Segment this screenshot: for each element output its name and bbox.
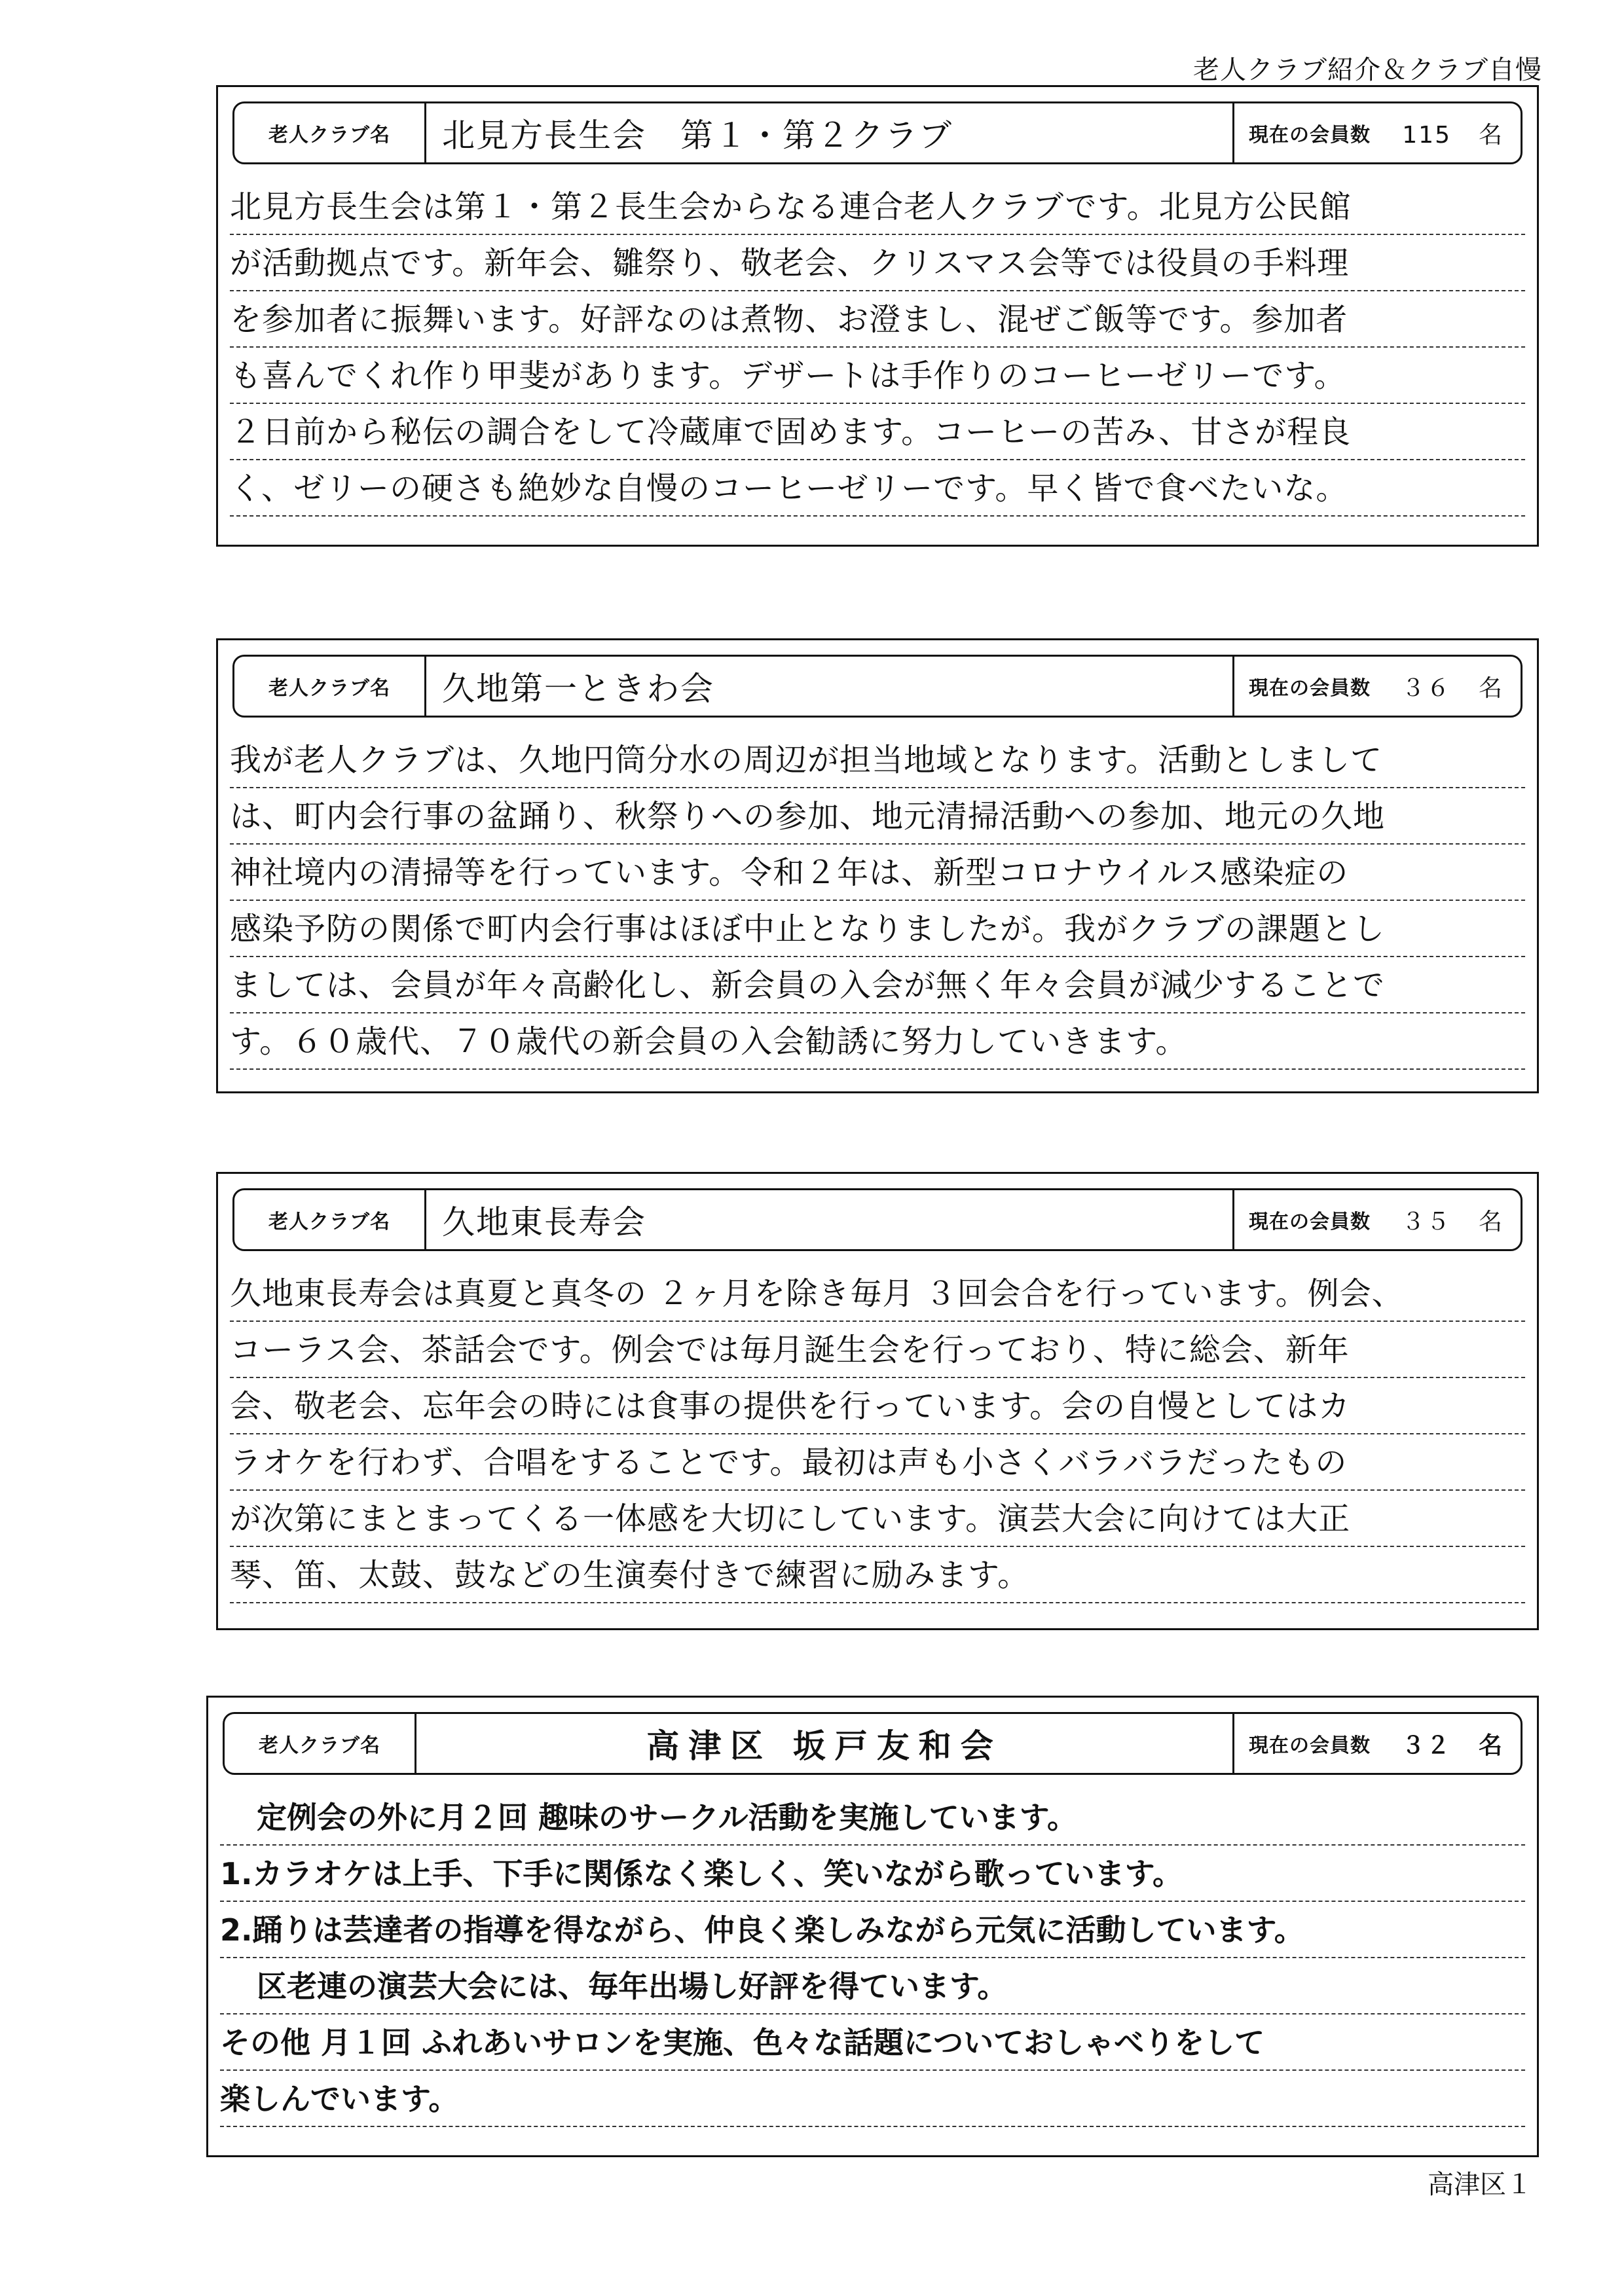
member-count-label: 現在の会員数: [1249, 1211, 1371, 1233]
description-line: す。６０歳代、７０歳代の新会員の入会勧誘に努力していきます。: [230, 1013, 1525, 1070]
club-name-label: 老人クラブ名: [234, 1190, 426, 1249]
member-count-unit: 名: [1478, 121, 1504, 149]
description-line: を参加者に振舞います。好評なのは煮物、お澄まし、混ぜご飯等です。参加者: [230, 291, 1525, 348]
club-name: 久地東長寿会: [442, 1203, 646, 1241]
page-footer: 高津区１: [1428, 2170, 1532, 2200]
member-count-label: 現在の会員数: [1249, 1734, 1371, 1757]
member-count: [1232, 103, 1521, 162]
club-name: 北見方長生会 第１・第２クラブ: [442, 117, 953, 155]
club-header: [232, 101, 1522, 164]
club-header: [223, 1712, 1522, 1775]
description-line: 1.カラオケは上手、下手に関係なく楽しく、笑いながら歌っています。: [220, 1846, 1525, 1902]
member-count-value: ３２: [1401, 1732, 1451, 1759]
description-line: その他 月１回 ふれあいサロンを実施、色々な話題についておしゃべりをして: [220, 2014, 1525, 2071]
description-line: ましては、会員が年々高齢化し、新会員の入会が無く年々会員が減少することで: [230, 957, 1525, 1013]
club-name: 高津区 坂戸友和会: [646, 1727, 1003, 1765]
description-line: コーラス会、茶話会です。例会では毎月誕生会を行っており、特に総会、新年: [230, 1322, 1525, 1378]
member-count: [1232, 657, 1521, 716]
member-count-label: 現在の会員数: [1249, 677, 1371, 700]
description-line: は、町内会行事の盆踊り、秋祭りへの参加、地元清掃活動への参加、地元の久地: [230, 788, 1525, 845]
club-description: [230, 732, 1525, 1070]
description-line: 北見方長生会は第１・第２長生会からなる連合老人クラブです。北見方公民館: [230, 179, 1525, 235]
club-name-label: 老人クラブ名: [225, 1714, 416, 1773]
member-count-unit: 名: [1478, 1208, 1504, 1235]
description-line: が活動拠点です。新年会、雛祭り、敬老会、クリスマス会等では役員の手料理: [230, 235, 1525, 291]
club-header: [232, 655, 1522, 718]
description-line: 久地東長寿会は真夏と真冬の ２ヶ月を除き毎月 ３回会合を行っています。例会、: [230, 1266, 1525, 1322]
description-line: ２日前から秘伝の調合をして冷蔵庫で固めます。コーヒーの苦み、甘さが程良: [230, 404, 1525, 460]
club-name: 久地第一ときわ会: [442, 670, 714, 708]
club-card-sakado-yuwakai: [206, 1696, 1539, 2157]
description-line: く、ゼリーの硬さも絶妙な自慢のコーヒーゼリーです。早く皆で食べたいな。: [230, 460, 1525, 517]
page-header: 老人クラブ紹介＆クラブ自慢: [1193, 55, 1542, 85]
club-header: [232, 1188, 1522, 1251]
club-card-kuji-higashi-chojukai: [216, 1172, 1539, 1630]
member-count-value: ３５: [1401, 1208, 1451, 1235]
club-name-label: 老人クラブ名: [234, 103, 426, 162]
description-line: も喜んでくれ作り甲斐があります。デザートは手作りのコーヒーゼリーです。: [230, 348, 1525, 404]
description-line: ラオケを行わず、合唱をすることです。最初は声も小さくバラバラだったもの: [230, 1434, 1525, 1491]
description-line: 区老連の演芸大会には、毎年出場し好評を得ています。: [220, 1958, 1525, 2014]
member-count: [1232, 1714, 1521, 1773]
member-count-unit: 名: [1478, 1732, 1504, 1759]
member-count-unit: 名: [1478, 674, 1504, 702]
description-line: 楽しんでいます。: [220, 2071, 1525, 2127]
member-count-value: ３６: [1401, 674, 1451, 702]
member-count: [1232, 1190, 1521, 1249]
description-line: 定例会の外に月２回 趣味のサークル活動を実施しています。: [220, 1789, 1525, 1846]
club-description: [230, 179, 1525, 517]
description-line: が次第にまとまってくる一体感を大切にしています。演芸大会に向けては大正: [230, 1491, 1525, 1547]
member-count-label: 現在の会員数: [1249, 124, 1371, 147]
club-description: [220, 1789, 1525, 2127]
club-description: [230, 1266, 1525, 1603]
description-line: 我が老人クラブは、久地円筒分水の周辺が担当地域となります。活動としまして: [230, 732, 1525, 788]
club-card-kitamikata: [216, 85, 1539, 547]
member-count-value: 115: [1402, 121, 1451, 149]
description-line: 琴、笛、太鼓、鼓などの生演奏付きで練習に励みます。: [230, 1547, 1525, 1603]
description-line: 会、敬老会、忘年会の時には食事の提供を行っています。会の自慢としてはカ: [230, 1378, 1525, 1434]
description-line: 感染予防の関係で町内会行事はほぼ中止となりましたが。我がクラブの課題とし: [230, 901, 1525, 957]
club-name-label: 老人クラブ名: [234, 657, 426, 716]
description-line: 2.踊りは芸達者の指導を得ながら、仲良く楽しみながら元気に活動しています。: [220, 1902, 1525, 1958]
club-card-kuji-daiichi-tokiwa: [216, 638, 1539, 1093]
description-line: 神社境内の清掃等を行っています。令和２年は、新型コロナウイルス感染症の: [230, 845, 1525, 901]
